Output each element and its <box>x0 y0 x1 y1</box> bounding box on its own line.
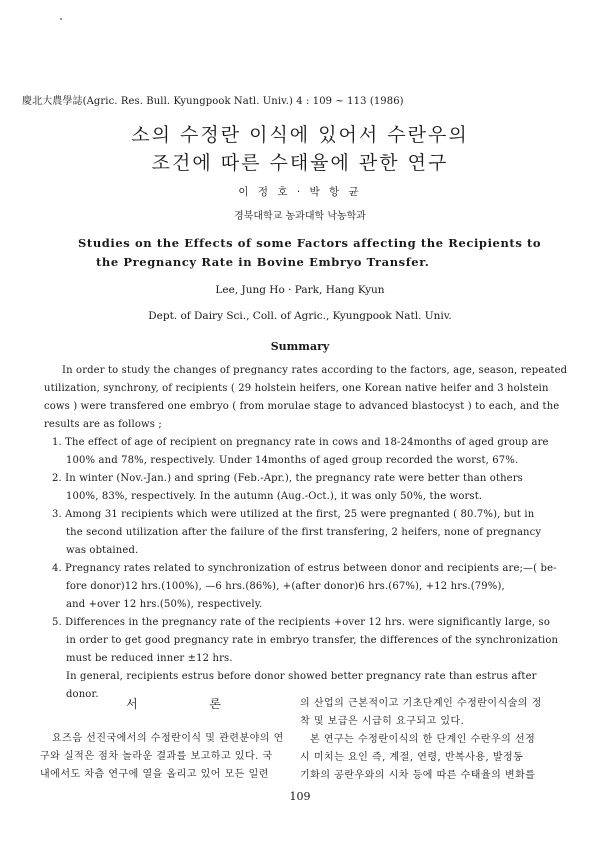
summary-line: In general, recipients estrus before donor showed better pregnancy rate than estrus after <box>66 671 537 682</box>
summary-line: must be reduced inner ±12 hrs. <box>66 653 233 664</box>
summary-line: 1. The effect of age of recipient on pregnancy rate in cows and 18-24months of aged group are <box>52 437 549 448</box>
korean-authors: 이 정 호 · 박 항 균 <box>238 186 362 198</box>
summary-line: was obtained. <box>66 545 139 556</box>
english-title-line-2: the Pregnancy Rate in Bovine Embryo Transfer. <box>96 255 430 269</box>
english-authors: Lee, Jung Ho · Park, Hang Kyun <box>215 284 385 296</box>
intro-right-line: 본 연구는 수정란이식의 한 단계인 수란우의 선정 <box>310 734 536 745</box>
korean-affiliation: 경북대학교 농과대학 낙농학과 <box>234 211 366 222</box>
english-affiliation: Dept. of Dairy Sci., Coll. of Agric., Kyungpook Natl. Univ. <box>148 310 452 322</box>
summary-line: the second utilization after the failure of the first transfering, 2 heifers, none of pregnancy <box>66 527 542 538</box>
journal-citation: 慶北大農學誌(Agric. Res. Bull. Kyungpook Natl. Univ.) 4 : 109 ~ 113 (1986) <box>22 96 404 107</box>
summary-line: 5. Differences in the pregnancy rate of the recipients +over 12 hrs. were significantly large, so <box>52 617 550 628</box>
summary-line: 3. Among 31 recipients which were utilized at the first, 25 were pregnanted ( 80.7%), but in <box>52 509 535 520</box>
summary-line: and +over 12 hrs.(50%), respectively. <box>66 599 263 610</box>
summary-heading: Summary <box>270 340 330 353</box>
page-number: 109 <box>289 790 311 803</box>
summary-line: In order to study the changes of pregnancy rates according to the factors, age, season, repeated <box>62 365 568 376</box>
summary-line: results are as follows ; <box>44 419 162 430</box>
summary-line: in order to get good pregnancy rate in embryo transfer, the differences of the synchronization <box>66 635 559 646</box>
summary-line: cows ) were transfered one embryo ( from morulae stage to advanced blastocyst ) to each, and the <box>44 401 560 412</box>
intro-right-line: 기화의 공란우와의 시차 등에 따른 수태율의 변화를 <box>300 770 536 781</box>
intro-left-line: 요즈음 선진국에서의 수정란이식 및 관련분야의 연 <box>52 733 284 744</box>
summary-line: 100%, 83%, respectively. In the autumn (Aug.-Oct.), it was only 50%, the worst. <box>66 491 483 502</box>
summary-line: 2. In winter (Nov.-Jan.) and spring (Feb.-Apr.), the pregnancy rate were better than others <box>52 473 523 484</box>
intro-left-line: 구와 실적은 점차 놀라운 결과를 보고하고 있다. 국 <box>40 751 273 762</box>
summary-line: utilization, synchrony, of recipients ( 29 holstein heifers, one Korean native heifer and 3 holstein <box>44 383 549 394</box>
summary-line: 100% and 78%, respectively. Under 14months of aged group recorded the worst, 67%. <box>66 455 519 466</box>
intro-right-line: 시 미치는 요인 즉, 계절, 연령, 반복사용, 발정동 <box>300 752 524 763</box>
summary-line: 4. Pregnancy rates related to synchronization of estrus between donor and recipients are;—( be- <box>52 563 557 574</box>
intro-left-line: 내에서도 차츰 연구에 열을 올리고 있어 모든 일련 <box>40 769 269 780</box>
korean-title-line-2: 조건에 따른 수태율에 관한 연구 <box>151 152 449 174</box>
introduction-heading: 서 론 <box>126 697 255 711</box>
summary-line: fore donor)12 hrs.(100%), —6 hrs.(86%), +(after donor)6 hrs.(67%), +12 hrs.(79%), <box>66 581 505 592</box>
summary-line: donor. <box>66 689 99 700</box>
korean-title-line-1: 소의 수정란 이식에 있어서 수란우의 <box>131 124 469 146</box>
english-title-line-1: Studies on the Effects of some Factors affecting the Recipients to <box>78 236 542 250</box>
intro-right-line: 의 산업의 근본적이고 기초단계인 수정란이식술의 정 <box>300 698 542 709</box>
scan-speck <box>60 18 62 20</box>
intro-right-line: 착 및 보급은 시급히 요구되고 있다. <box>300 716 465 727</box>
